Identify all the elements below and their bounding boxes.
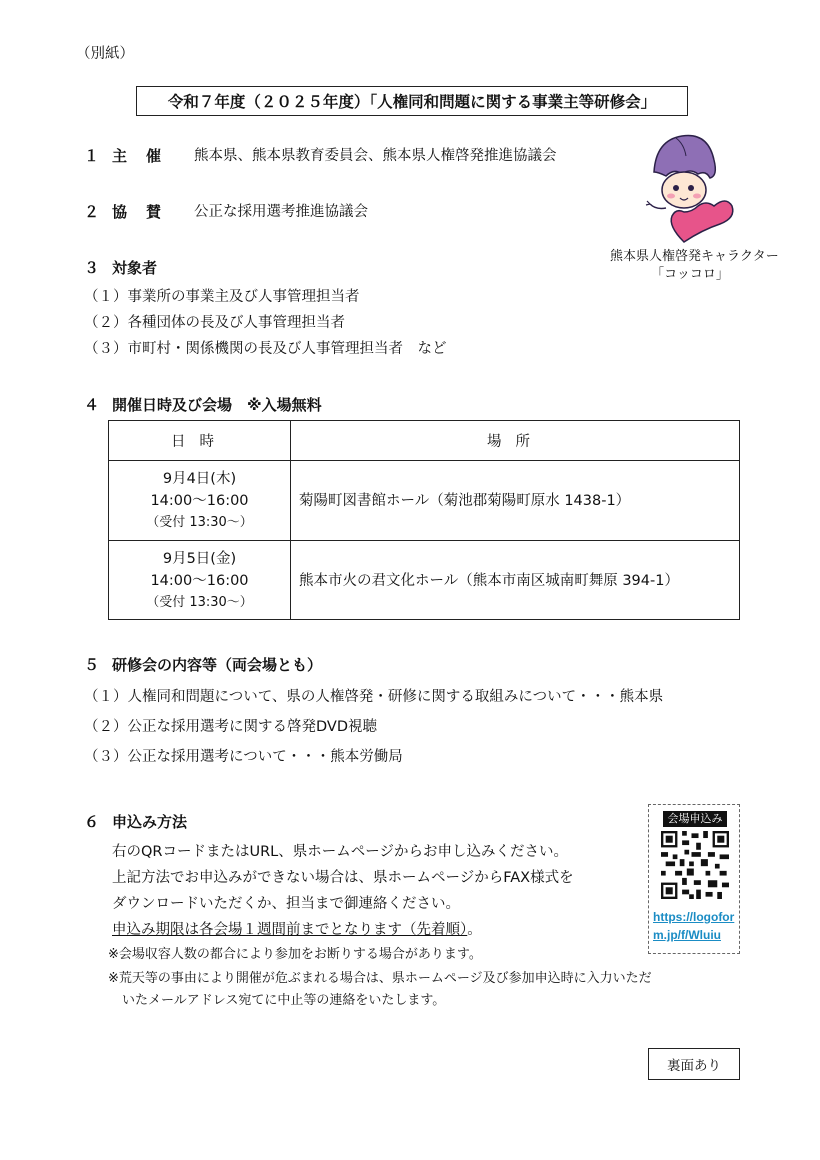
page-title: 令和７年度（２０２５年度）「人権同和問題に関する事業主等研修会」 xyxy=(136,86,688,116)
row-time: 14:00～16:00 xyxy=(150,493,249,509)
application-line: ダウンロードいただくか、担当まで御連絡ください。 xyxy=(112,896,460,912)
section-5-label: 研修会の内容等（両会場とも） xyxy=(112,656,323,674)
schedule-table xyxy=(108,420,740,620)
row-date: 9月5日(金) xyxy=(162,551,237,567)
row-place: 熊本市火の君文化ホール（熊本市南区城南町舞原 394-1） xyxy=(299,573,679,589)
qr-label: 会場申込み xyxy=(663,811,727,827)
qr-panel xyxy=(648,804,740,954)
section-4-number: ４ xyxy=(84,396,100,414)
section-2-number: ２ xyxy=(84,203,100,221)
annex-label: （別紙） xyxy=(76,46,134,62)
mascot-caption-2: 「コッコロ」 xyxy=(651,267,729,282)
section-3-item: （２）各種団体の長及び人事管理担当者 xyxy=(84,315,345,331)
row-reception: （受付 13:30～） xyxy=(146,595,253,610)
section-1-text: 熊本県、熊本県教育委員会、熊本県人権啓発推進協議会 xyxy=(194,148,557,164)
note-line: いたメールアドレス宛てに中止等の連絡をいたします。 xyxy=(122,993,446,1008)
note-line: ※会場収容人数の都合により参加をお断りする場合があります。 xyxy=(108,947,482,962)
table-row xyxy=(109,541,739,621)
section-5-item: （３）公正な採用選考について・・・熊本労働局 xyxy=(84,749,403,765)
mascot-image xyxy=(636,130,746,248)
qr-url-line-1[interactable]: https://logofor xyxy=(653,910,735,924)
row-reception: （受付 13:30～） xyxy=(146,515,253,530)
row-place: 菊陽町図書館ホール（菊池郡菊陽町原水 1438-1） xyxy=(299,493,631,509)
note-line: ※荒天等の事由により開催が危ぶまれる場合は、県ホームページ及び参加申込時に入力いただ xyxy=(108,971,652,986)
section-5-item: （１）人権同和問題について、県の人権啓発・研修に関する取組みについて・・・熊本県 xyxy=(84,689,664,705)
deadline-suffix: 。 xyxy=(467,922,482,938)
section-3-item: （３）市町村・関係機関の長及び人事管理担当者 など xyxy=(84,341,447,357)
table-row xyxy=(109,461,739,541)
section-3-item: （１）事業所の事業主及び人事管理担当者 xyxy=(84,289,360,305)
deadline-text: 申込み期限は各会場１週間前までとなります（先着順） xyxy=(112,922,468,938)
section-1-number: １ xyxy=(84,147,100,165)
section-3-label: 対象者 xyxy=(112,259,158,277)
application-line: 右のQRコードまたはURL、県ホームページからお申し込みください。 xyxy=(112,844,568,860)
mascot-caption-1: 熊本県人権啓発キャラクター xyxy=(610,249,779,264)
back-page-note: 裏面あり xyxy=(648,1048,740,1080)
section-3-number: ３ xyxy=(84,259,100,277)
application-deadline xyxy=(112,920,482,940)
section-5-number: ５ xyxy=(84,656,100,674)
table-header-place: 場所 xyxy=(487,433,544,450)
section-4-label: 開催日時及び会場 ※入場無料 xyxy=(112,396,322,414)
row-date: 9月4日(木) xyxy=(162,471,237,487)
application-line: 上記方法でお申込みができない場合は、県ホームページからFAX様式を xyxy=(112,870,574,886)
qr-url-line-2[interactable]: m.jp/f/Wluiu xyxy=(653,928,721,942)
table-header-row xyxy=(109,421,739,461)
section-1-label: 主 催 xyxy=(112,147,164,165)
section-5-item: （２）公正な採用選考に関する啓発DVD視聴 xyxy=(84,719,377,735)
section-6-label: 申込み方法 xyxy=(112,813,188,831)
row-time: 14:00～16:00 xyxy=(150,573,249,589)
section-2-label: 協 賛 xyxy=(112,203,164,221)
section-6-number: ６ xyxy=(84,813,100,831)
section-2-text: 公正な採用選考推進協議会 xyxy=(194,204,368,220)
table-header-date: 日時 xyxy=(171,433,228,450)
qr-code-icon[interactable] xyxy=(661,831,729,899)
